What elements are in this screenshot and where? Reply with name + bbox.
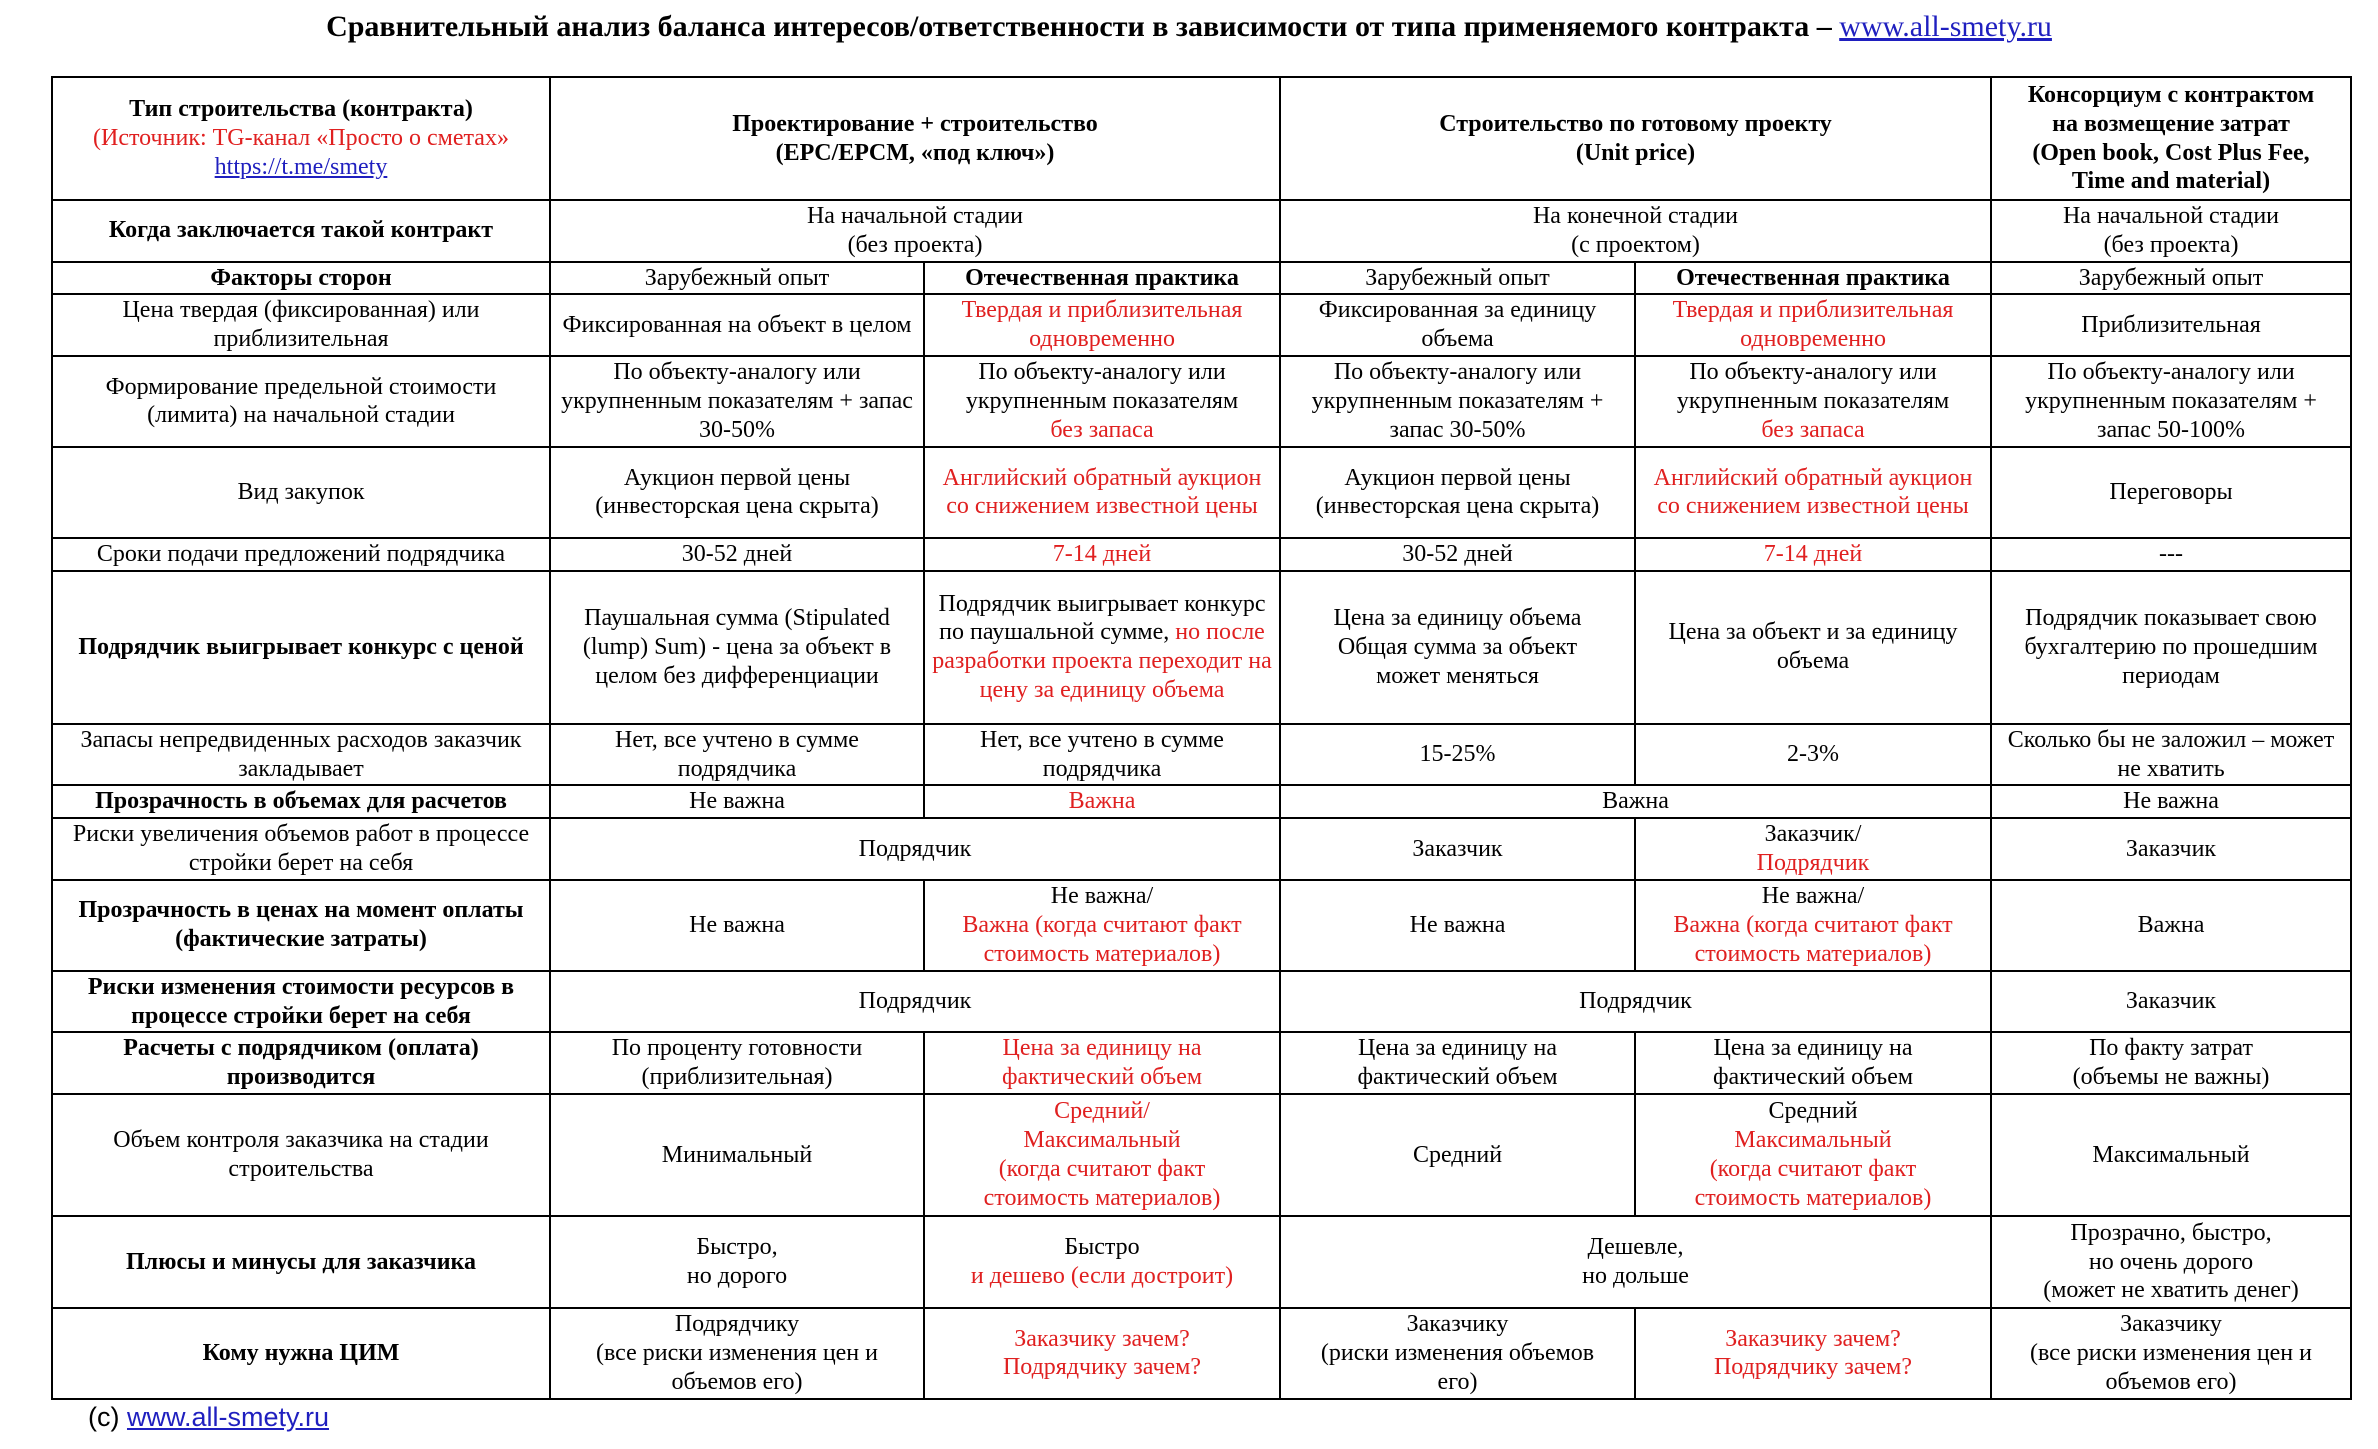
cell-line: Заказчик/: [1764, 821, 1862, 848]
table-row: [52, 1216, 2351, 1308]
cell-line: По объекту-аналогу или укрупненным показателям: [965, 359, 1239, 415]
table-cell: 2-3%: [1635, 724, 1991, 786]
table-cell: Фиксированная за единицу объема: [1280, 294, 1635, 356]
foreign-header: Зарубежный опыт: [1280, 262, 1635, 295]
cell-line: По проценту готовности: [611, 1035, 863, 1062]
col-cp-line2: на возмещение затрат: [2052, 110, 2290, 137]
table-cell: [1991, 1216, 2351, 1308]
row-label: Запасы непредвиденных расходов заказчик закладывает: [52, 724, 550, 786]
table-cell: Переговоры: [1991, 447, 2351, 538]
table-row: [52, 200, 2351, 262]
footer: [88, 1402, 329, 1433]
cell-line: (без проекта): [847, 231, 983, 258]
table-row: [52, 294, 2351, 356]
col-unit-line2: (Unit price): [1575, 139, 1696, 166]
row-label: Риски увеличения объемов работ в процессе стройки берет на себя: [52, 818, 550, 880]
table-header-row: [52, 77, 2351, 200]
row-label: Цена твердая (фиксированная) или приблизительная: [52, 294, 550, 356]
table-cell: По объекту-аналогу или укрупненным показателям + запас 30-50%: [550, 356, 924, 447]
table-cell: Приблизительная: [1991, 294, 2351, 356]
cell-line: стоимость материалов): [983, 1184, 1221, 1211]
table-cell: Аукцион первой цены (инвесторская цена скрыта): [550, 447, 924, 538]
table-cell: Средний: [1280, 1094, 1635, 1216]
domestic-header: Отечественная практика: [924, 262, 1280, 295]
cell-line: Прозрачно, быстро,: [2070, 1219, 2272, 1246]
cell-line: Важна (когда считают факт стоимость материалов): [962, 911, 1242, 967]
row-label: Прозрачность в ценах на момент оплаты (фактические затраты): [52, 880, 550, 971]
cell-line: Дешевле,: [1587, 1234, 1684, 1261]
table-cell: Важна: [924, 785, 1280, 818]
table-cell: [924, 571, 1280, 724]
table-row: [52, 818, 2351, 880]
cell-line: Максимальный: [1023, 1127, 1181, 1154]
cell-line: но дорого: [686, 1262, 788, 1289]
cell-line: На начальной стадии: [2062, 203, 2280, 229]
cell-line: фактический объем: [1001, 1064, 1203, 1091]
table-cell: [924, 1032, 1280, 1094]
cell-line: На конечной стадии: [1532, 203, 1739, 229]
cell-line: объемов его): [2105, 1368, 2237, 1395]
table-cell: [924, 356, 1280, 447]
table-cell: Английский обратный аукцион со снижением известной цены: [924, 447, 1280, 538]
table-cell: Не важна: [550, 785, 924, 818]
title-dash: –: [1809, 10, 1840, 43]
col-cp-line3: (Open book, Cost Plus Fee,: [2032, 139, 2310, 166]
cell-text-red: но после разработки проекта переходит на цену за единицу объема: [932, 619, 1272, 704]
col-unit-line1: Строительство по готовому проекту: [1439, 110, 1832, 137]
factors-row: [52, 262, 2351, 295]
table-cell: [1280, 1216, 1991, 1308]
table-cell: Не важна: [550, 880, 924, 971]
row-label: Риски изменения стоимости ресурсов в процессе стройки берет на себя: [52, 971, 550, 1033]
table-cell: [1280, 200, 1991, 262]
title-link[interactable]: www.all-smety.ru: [1839, 10, 2052, 43]
table-cell: [550, 1216, 924, 1308]
cell-line: Быстро: [1064, 1234, 1140, 1261]
table-cell: [1635, 818, 1991, 880]
row-label: Кому нужна ЦИМ: [52, 1308, 550, 1399]
table-cell: Не важна: [1991, 785, 2351, 818]
table-cell: [550, 1308, 924, 1399]
table-cell: [1280, 1308, 1635, 1399]
cell-line: стоимость материалов): [1694, 1184, 1932, 1211]
table-cell: [924, 1216, 1280, 1308]
table-cell: 7-14 дней: [1635, 538, 1991, 571]
cell-line: может меняться: [1376, 662, 1539, 689]
table-cell: 30-52 дней: [1280, 538, 1635, 571]
row-label: Когда заключается такой контракт: [52, 200, 550, 262]
table-row: [52, 971, 2351, 1033]
table-cell: Заказчик: [1991, 971, 2351, 1033]
cell-line: На начальной стадии: [806, 203, 1024, 229]
contract-type-label: Тип строительства (контракта): [129, 96, 473, 123]
foreign-header: Зарубежный опыт: [550, 262, 924, 295]
cell-line: Заказчику зачем?: [1014, 1325, 1190, 1352]
cell-line: фактический объем: [1712, 1064, 1914, 1091]
row-label: Подрядчик выигрывает конкурс с ценой: [52, 571, 550, 724]
table-cell: Важна: [1280, 785, 1991, 818]
cell-line: и дешево (если достроит): [970, 1262, 1234, 1289]
table-row: [52, 538, 2351, 571]
table-cell: [1635, 1094, 1991, 1216]
cell-line: Заказчику зачем?: [1725, 1325, 1901, 1352]
col-cost-plus-header: [1991, 77, 2351, 200]
cell-line: (все риски изменения цен и: [595, 1340, 878, 1367]
table-cell: Английский обратный аукцион со снижением известной цены: [1635, 447, 1991, 538]
table-cell: Аукцион первой цены (инвесторская цена скрыта): [1280, 447, 1635, 538]
comparison-table: [51, 76, 2352, 1400]
table-cell: Заказчик: [1280, 818, 1635, 880]
table-cell: Твердая и приблизительная одновременно: [1635, 294, 1991, 356]
row-label: Формирование предельной стоимости (лимита) на начальной стадии: [52, 356, 550, 447]
col-unit-price-header: [1280, 77, 1991, 200]
cell-line: Подрядчик: [1756, 849, 1870, 876]
table-cell: [1991, 1308, 2351, 1399]
table-row: [52, 571, 2351, 724]
cell-line: но очень дорого: [2088, 1248, 2254, 1275]
col-epc-line2: (EPC/EPCM, «под ключ»): [775, 139, 1055, 166]
table-row: [52, 724, 2351, 786]
table-cell: [924, 1308, 1280, 1399]
cell-line: его): [1437, 1368, 1478, 1395]
cell-line: (все риски изменения цен и: [2029, 1340, 2312, 1367]
contract-type-cell: [52, 77, 550, 200]
footer-link[interactable]: www.all-smety.ru: [126, 1402, 330, 1432]
cell-line: объемов его): [671, 1368, 803, 1395]
table-cell: [1280, 1032, 1635, 1094]
table-cell: [1991, 200, 2351, 262]
cell-line: Средний/: [1054, 1098, 1150, 1125]
table-row: [52, 1094, 2351, 1216]
cell-line: (риски изменения объемов: [1320, 1340, 1595, 1367]
cell-line: Цена за единицу объема: [1333, 605, 1582, 632]
col-cp-line4: Time and material): [2071, 168, 2271, 195]
cell-line: Важна (когда считают факт стоимость материалов): [1673, 911, 1953, 967]
copyright-text: (c): [88, 1402, 127, 1432]
table-cell: [1635, 1032, 1991, 1094]
source-label: (Источник: TG-канал «Просто о сметах»: [93, 125, 509, 152]
row-label: Сроки подачи предложений подрядчика: [52, 538, 550, 571]
cell-line: (когда считают факт: [998, 1155, 1206, 1182]
table-cell: Подрядчик: [550, 818, 1280, 880]
table-cell: [924, 880, 1280, 971]
table-cell: Сколько бы не заложил – может не хватить: [1991, 724, 2351, 786]
cell-line: Средний: [1768, 1098, 1858, 1125]
row-label: Объем контроля заказчика на стадии строительства: [52, 1094, 550, 1216]
table-cell: Подрядчик: [550, 971, 1280, 1033]
row-label: Расчеты с подрядчиком (оплата) производится: [52, 1032, 550, 1094]
cell-line: Максимальный: [1734, 1127, 1892, 1154]
table-cell: По объекту-аналогу или укрупненным показателям + запас 30-50%: [1280, 356, 1635, 447]
table-row: [52, 880, 2351, 971]
table-cell: [1635, 880, 1991, 971]
cell-line: Цена за единицу на: [1357, 1035, 1558, 1062]
table-cell: Не важна: [1280, 880, 1635, 971]
row-label: Плюсы и минусы для заказчика: [52, 1216, 550, 1308]
table-cell: [550, 200, 1280, 262]
table-cell: Максимальный: [1991, 1094, 2351, 1216]
table-row: [52, 1308, 2351, 1399]
table-cell: 7-14 дней: [924, 538, 1280, 571]
table-cell: [1635, 1308, 1991, 1399]
row-label: Вид закупок: [52, 447, 550, 538]
source-link[interactable]: https://t.me/smety: [214, 153, 388, 180]
title-text: Сравнительный анализ баланса интересов/ответственности в зависимости от типа применяемого контракта: [326, 10, 1810, 43]
table-cell: Нет, все учтено в сумме подрядчика: [550, 724, 924, 786]
cell-line: Цена за единицу на: [1713, 1035, 1913, 1062]
domestic-header: Отечественная практика: [1635, 262, 1991, 295]
table-cell: Важна: [1991, 880, 2351, 971]
table-cell: Паушальная сумма (Stipulated (lump) Sum) - цена за объект в целом без дифференциации: [550, 571, 924, 724]
cell-line: Цена за единицу на: [1002, 1035, 1202, 1062]
cell-line: без запаса: [1761, 416, 1865, 443]
cell-line: По факту затрат: [2089, 1035, 2253, 1062]
cell-line: (без проекта): [2103, 231, 2239, 258]
table-cell: [1280, 571, 1635, 724]
cell-line: Не важна/: [1050, 883, 1154, 910]
table-cell: Подрядчик: [1280, 971, 1991, 1033]
table-row: [52, 356, 2351, 447]
cell-line: Заказчику: [1406, 1311, 1509, 1338]
cell-line: По объекту-аналогу или укрупненным показателям: [1676, 359, 1950, 415]
col-cp-line1: Консорциум с контрактом: [2027, 81, 2315, 108]
table-cell: ---: [1991, 538, 2351, 571]
table-cell: Нет, все учтено в сумме подрядчика: [924, 724, 1280, 786]
table-cell: Цена за объект и за единицу объема: [1635, 571, 1991, 724]
cell-line: (с проектом): [1571, 231, 1700, 258]
cell-line: (может не хватить денег): [2043, 1277, 2299, 1304]
cell-line: Подрядчику зачем?: [1002, 1354, 1202, 1381]
cell-line: Быстро,: [696, 1234, 778, 1261]
table-cell: 30-52 дней: [550, 538, 924, 571]
table-row: [52, 447, 2351, 538]
table-cell: [1991, 1032, 2351, 1094]
cell-line: Подрядчику: [674, 1311, 800, 1338]
foreign-header: Зарубежный опыт: [1991, 262, 2351, 295]
cell-line: (приблизительная): [641, 1064, 833, 1091]
factors-label: Факторы сторон: [52, 262, 550, 295]
table-cell: Заказчик: [1991, 818, 2351, 880]
cell-line: (когда считают факт: [1709, 1155, 1917, 1182]
row-label: Прозрачность в объемах для расчетов: [52, 785, 550, 818]
table-cell: По объекту-аналогу или укрупненным показателям + запас 50-100%: [1991, 356, 2351, 447]
col-epc-header: [550, 77, 1280, 200]
cell-line: Заказчику: [2120, 1311, 2222, 1338]
table-row: [52, 1032, 2351, 1094]
table-cell: [924, 1094, 1280, 1216]
table-cell: Твердая и приблизительная одновременно: [924, 294, 1280, 356]
table-cell: Минимальный: [550, 1094, 924, 1216]
cell-line: Подрядчику зачем?: [1713, 1354, 1913, 1381]
col-epc-line1: Проектирование + строительство: [732, 110, 1098, 137]
cell-line: фактический объем: [1357, 1064, 1558, 1091]
table-cell: [550, 1032, 924, 1094]
cell-line: (объемы не важны): [2072, 1064, 2270, 1091]
table-cell: [1635, 356, 1991, 447]
table-cell: Подрядчик показывает свою бухгалтерию по прошедшим периодам: [1991, 571, 2351, 724]
table-cell: 15-25%: [1280, 724, 1635, 786]
document-title: [0, 10, 2378, 44]
cell-text: Подрядчик выигрывает конкурс по паушальной сумме,: [938, 590, 1266, 646]
cell-line: но дольше: [1582, 1262, 1689, 1289]
cell-line: без запаса: [1050, 416, 1154, 443]
cell-line: Не важна/: [1761, 883, 1865, 910]
table-row: [52, 785, 2351, 818]
table-cell: Фиксированная на объект в целом: [550, 294, 924, 356]
cell-line: Общая сумма за объект: [1337, 633, 1578, 660]
